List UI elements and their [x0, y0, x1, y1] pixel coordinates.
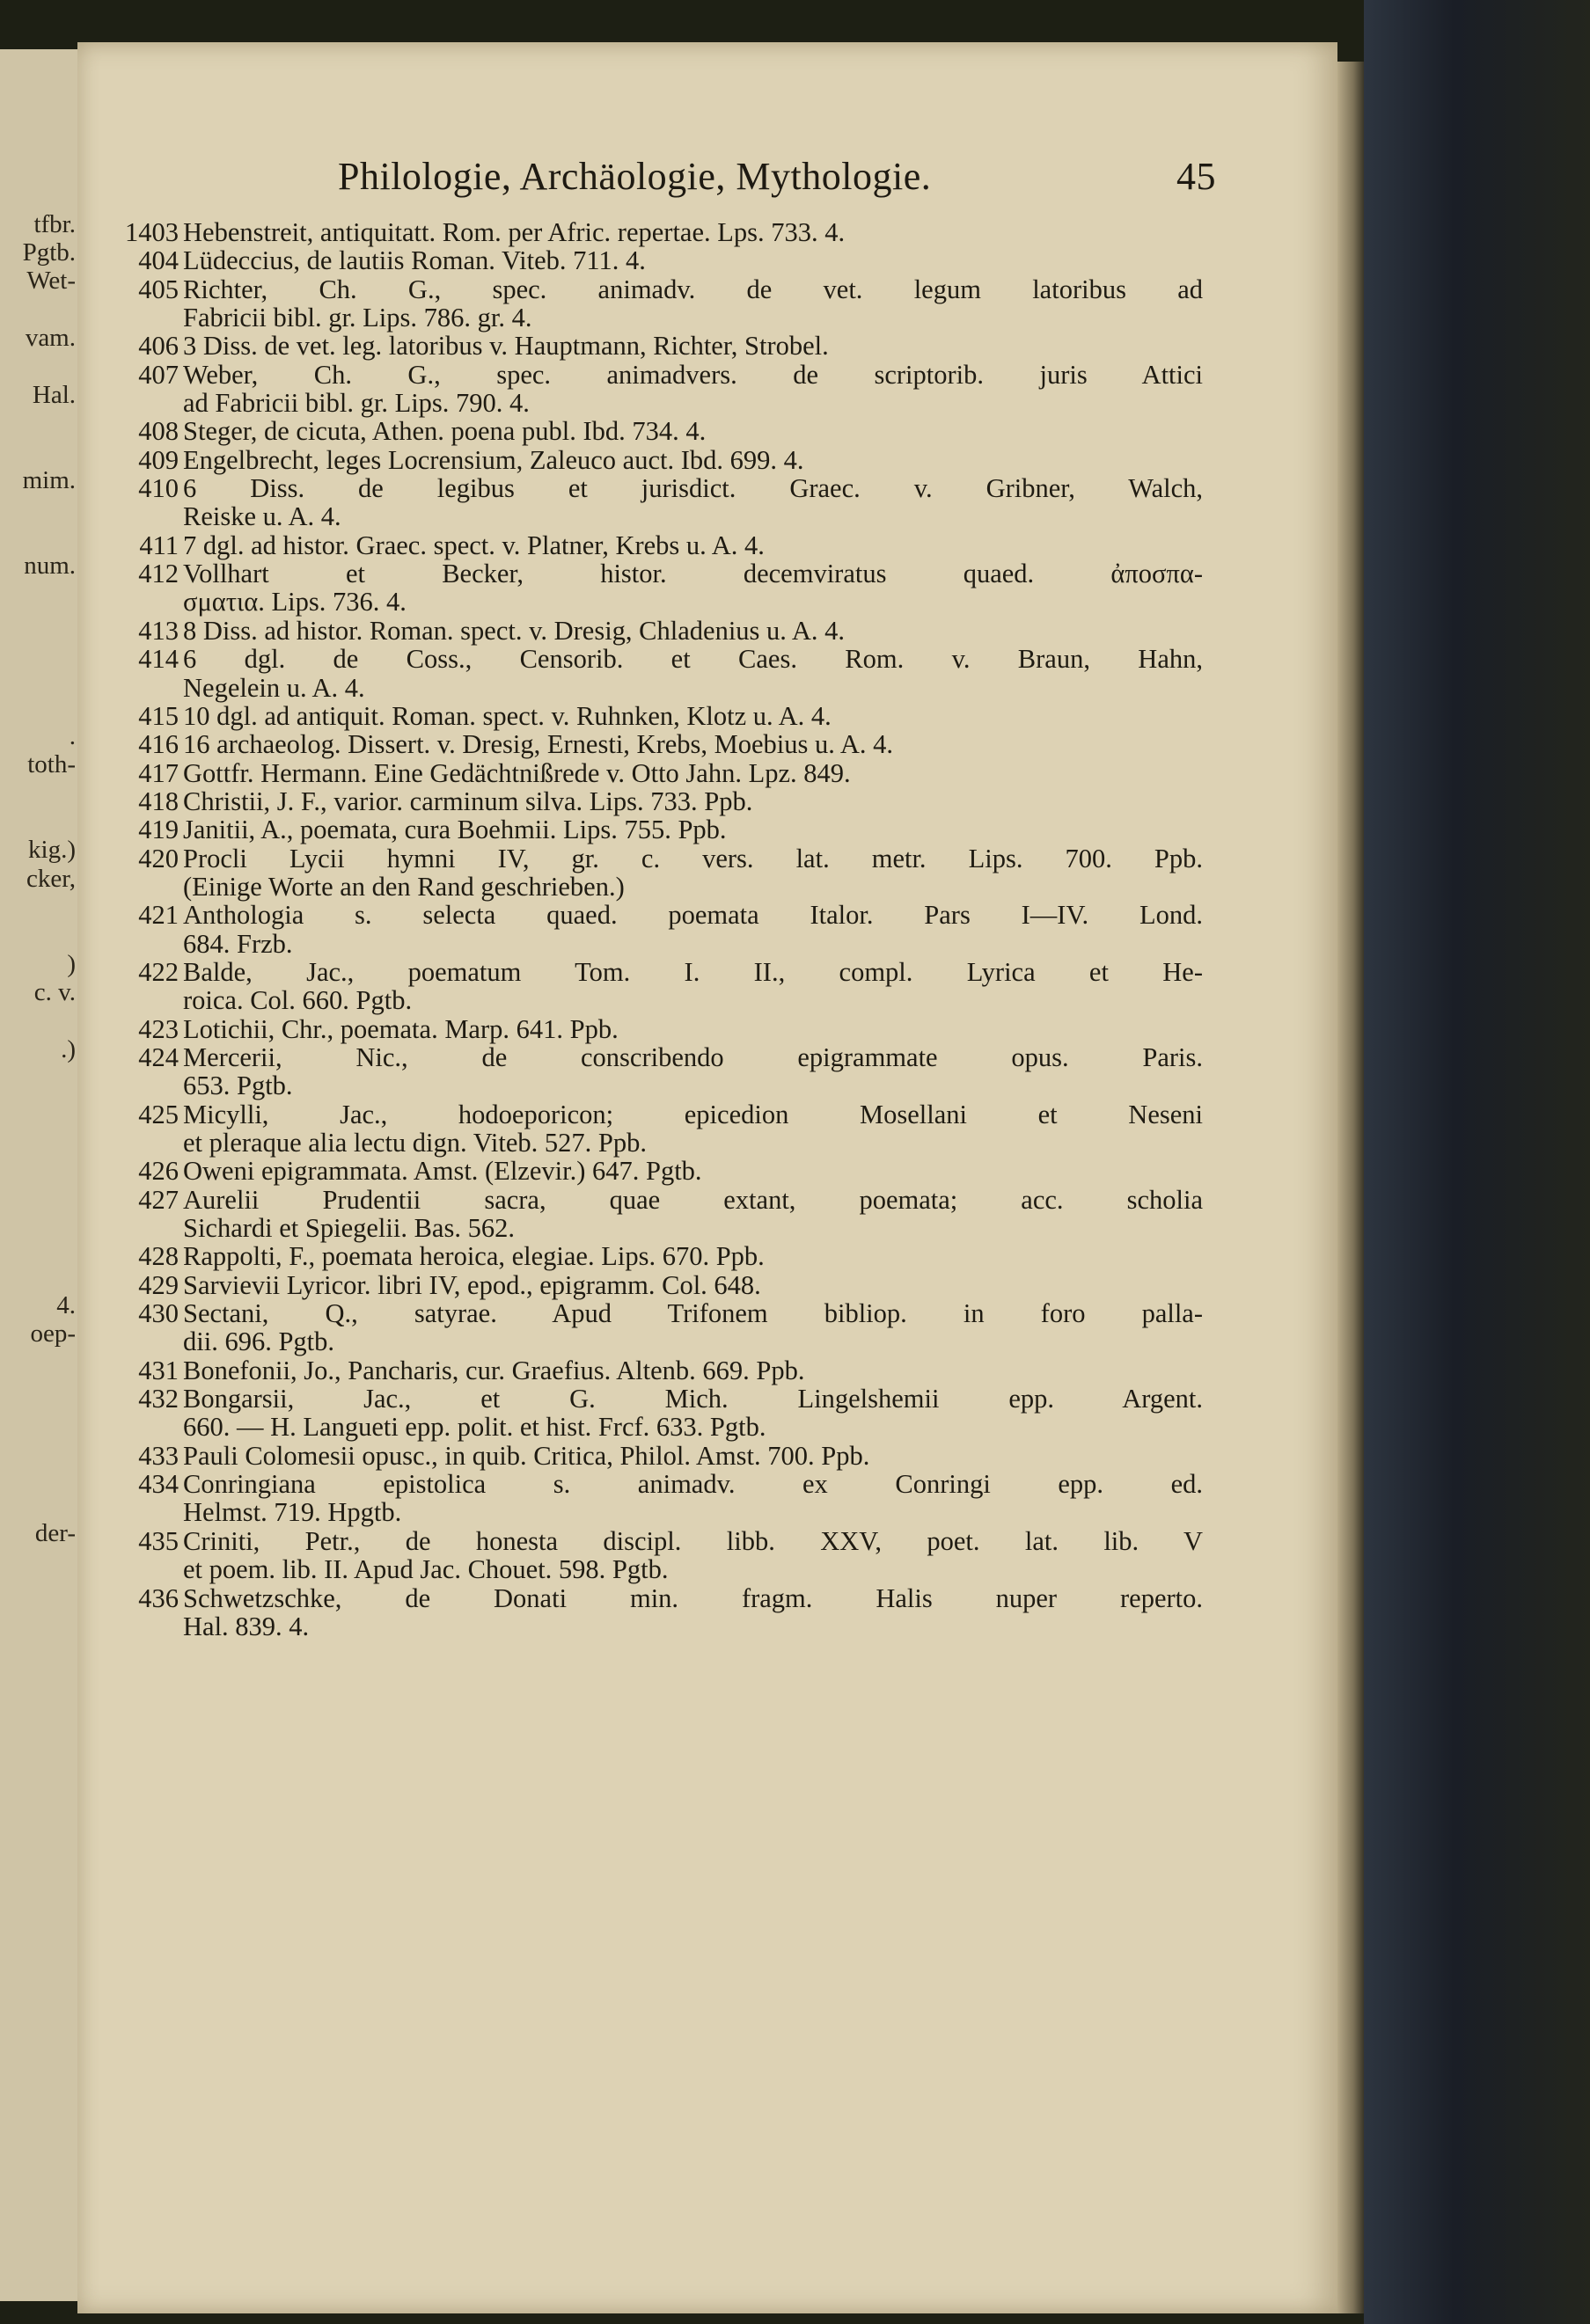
catalog-entry [110, 332, 1203, 360]
entry-text-line: Steger, de cicuta, Athen. poena publ. Ibd. 734. 4. [183, 416, 707, 447]
entry-text-line: 7 dgl. ad histor. Graec. spect. v. Platner, Krebs u. A. 4. [183, 530, 765, 560]
catalog-entry [110, 1299, 1203, 1356]
entry-text-line: Hal. 839. 4. [183, 1611, 310, 1641]
entry-text-line: Bonefonii, Jo., Pancharis, cur. Graefius. Altenb. 669. Ppb. [183, 1355, 805, 1385]
entry-number: 416 [138, 729, 179, 760]
entry-text-line: Sectani, Q., satyrae. Apud Trifonem bibliop. in foro palla- [183, 1298, 1203, 1329]
entry-text-line: Sichardi et Spiegelii. Bas. 562. [183, 1213, 515, 1244]
entry-text-line: Pauli Colomesii opusc., in quib. Critica, Philol. Amst. 700. Ppb. [183, 1440, 870, 1471]
entry-number: 406 [138, 331, 179, 362]
entry-text-line: roica. Col. 660. Pgtb. [183, 985, 413, 1016]
entry-number: 417 [138, 757, 179, 788]
catalog-entry [110, 1356, 1203, 1385]
entry-number: 411 [139, 530, 179, 560]
entry-text-line: 10 dgl. ad antiquit. Roman. spect. v. Ruhnken, Klotz u. A. 4. [183, 700, 832, 731]
entry-number: 421 [138, 900, 179, 931]
catalog-entry [110, 1100, 1203, 1158]
catalog-entry [110, 1385, 1203, 1442]
entry-text-line: dii. 696. Pgtb. [183, 1326, 335, 1357]
entry-number: 412 [138, 559, 179, 589]
entry-text-line: 3 Diss. de vet. leg. latoribus v. Hauptmann, Richter, Strobel. [183, 331, 829, 362]
margin-fragment: toth- [27, 750, 76, 779]
entry-number: 420 [138, 843, 179, 873]
catalog-entry [110, 958, 1203, 1015]
entry-text-line: Aurelii Prudentii sacra, quae extant, poemata; acc. scholia [183, 1184, 1203, 1215]
entry-text-line: Helmst. 719. Hpgtb. [183, 1497, 402, 1528]
entry-text-line: Reiske u. A. 4. [183, 501, 341, 532]
catalog-entry [110, 1015, 1203, 1043]
catalog-entry [110, 474, 1203, 531]
entry-text-line: 6 dgl. de Coss., Censorib. et Caes. Rom. v. Braun, Hahn, [183, 644, 1203, 675]
page-number: 45 [1176, 155, 1216, 198]
entry-number: 429 [138, 1269, 179, 1300]
entry-text-line: Balde, Jac., poematum Tom. I. II., compl. Lyrica et He- [183, 956, 1203, 987]
entry-text-line: Criniti, Petr., de honesta discipl. libb. XXV, poet. lat. lib. V [183, 1525, 1203, 1556]
entry-number: 407 [138, 359, 179, 390]
margin-fragment: c. v. [33, 977, 76, 1006]
margin-fragment: oep- [30, 1319, 76, 1348]
entry-text-line: Lüdeccius, de lautiis Roman. Viteb. 711. 4. [183, 245, 646, 276]
catalog-entry [110, 1584, 1203, 1641]
entry-text-line: Christii, J. F., varior. carminum silva. Lips. 733. Ppb. [183, 786, 753, 816]
facing-page [0, 49, 77, 2301]
catalog-entry [110, 1242, 1203, 1270]
margin-fragment: cker, [26, 864, 76, 893]
entry-text-line: 660. — H. Langueti epp. polit. et hist. Frcf. 633. Pgtb. [183, 1412, 766, 1443]
entry-text-line: Oweni epigrammata. Amst. (Elzevir.) 647. Pgtb. [183, 1156, 702, 1187]
entry-text-line: 684. Frzb. [183, 928, 293, 959]
margin-fragment: mim. [22, 465, 76, 494]
entry-number: 415 [138, 700, 179, 731]
catalog-entry [110, 759, 1203, 787]
catalog-entry [110, 1157, 1203, 1185]
entry-number: 419 [138, 815, 179, 845]
entry-number: 418 [138, 786, 179, 816]
margin-fragment: tfbr. [33, 209, 76, 238]
entry-text-line: Rappolti, F., poemata heroica, elegiae. Lips. 670. Ppb. [183, 1241, 765, 1272]
entry-text-line: Fabricii bibl. gr. Lips. 786. gr. 4. [183, 303, 532, 333]
entry-text-line: Hebenstreit, antiquitatt. Rom. per Afric. repertae. Lps. 733. 4. [183, 217, 846, 247]
margin-fragment: ) [67, 949, 76, 978]
entry-number: 409 [138, 444, 179, 475]
entry-text-line: Engelbrecht, leges Locrensium, Zaleuco auct. Ibd. 699. 4. [183, 444, 804, 475]
entry-text-line: Schwetzschke, de Donati min. fragm. Halis nuper reperto. [183, 1582, 1203, 1613]
margin-fragment: 4. [56, 1290, 76, 1319]
entry-number: 427 [138, 1184, 179, 1215]
page-title: Philologie, Archäologie, Mythologie. [338, 155, 932, 198]
entry-text-line: Vollhart et Becker, histor. decemviratus quaed. ἀποσπα- [183, 559, 1203, 589]
entry-number: 413 [138, 615, 179, 646]
catalog-entry [110, 1043, 1203, 1100]
entry-text-line: Richter, Ch. G., spec. animadv. de vet. legum latoribus ad [183, 274, 1203, 304]
catalog-entry [110, 787, 1203, 815]
entry-number: 424 [138, 1041, 179, 1072]
entry-text-line: 6 Diss. de legibus et jurisdict. Graec. v. Gribner, Walch, [183, 473, 1203, 504]
entry-text-line: Negelein u. A. 4. [183, 672, 365, 703]
entry-text-line: Micylli, Jac., hodoeporicon; epicedion Mosellani et Neseni [183, 1099, 1203, 1129]
margin-fragment: num. [24, 551, 76, 580]
entry-number: 410 [138, 473, 179, 504]
margin-fragment: Pgtb. [22, 238, 76, 267]
margin-fragment: vam. [25, 323, 76, 352]
entry-text-line: Conringiana epistolica s. animadv. ex Conringi epp. ed. [183, 1469, 1203, 1500]
entry-number: 404 [138, 245, 179, 276]
margin-fragment: Wet- [26, 267, 76, 296]
entry-text-line: Lotichii, Chr., poemata. Marp. 641. Ppb. [183, 1013, 619, 1044]
margin-fragment: der- [34, 1518, 76, 1547]
entry-text-line: et pleraque alia lectu dign. Viteb. 527. Ppb. [183, 1128, 647, 1158]
catalog-entry [110, 361, 1203, 418]
entry-text-line: ad Fabricii bibl. gr. Lips. 790. 4. [183, 388, 530, 419]
entry-number: 436 [138, 1582, 179, 1613]
entry-number: 428 [138, 1241, 179, 1272]
catalog-entry [110, 275, 1203, 333]
entry-text-line: 653. Pgtb. [183, 1071, 293, 1101]
entry-text-line: Weber, Ch. G., spec. animadvers. de scriptorib. juris Attici [183, 359, 1203, 390]
catalog-entry [110, 218, 1203, 246]
catalog-entry [110, 417, 1203, 445]
catalog-entry [110, 730, 1203, 758]
entry-number: 422 [138, 956, 179, 987]
entry-number: 426 [138, 1156, 179, 1187]
entry-number: 434 [138, 1469, 179, 1500]
entry-text-line: Sarvievii Lyricor. libri IV, epod., epigramm. Col. 648. [183, 1269, 761, 1300]
catalog-entry [110, 1271, 1203, 1299]
entry-number: 1403 [125, 217, 179, 247]
entry-number: 405 [138, 274, 179, 304]
catalog-entry [110, 617, 1203, 645]
margin-fragment: kig.) [28, 836, 76, 865]
catalog-entry [110, 901, 1203, 958]
entry-text-line: Bongarsii, Jac., et G. Mich. Lingelshemii epp. Argent. [183, 1384, 1203, 1414]
entry-number: 432 [138, 1384, 179, 1414]
entry-text-line: et poem. lib. II. Apud Jac. Chouet. 598. Pgtb. [183, 1554, 669, 1585]
entry-text-line: σματια. Lips. 736. 4. [183, 587, 407, 618]
catalog-entry [110, 1527, 1203, 1584]
catalog-entry [110, 446, 1203, 474]
entry-number: 414 [138, 644, 179, 675]
entry-text-line: Gottfr. Hermann. Eine Gedächtnißrede v. Otto Jahn. Lpz. 849. [183, 757, 851, 788]
margin-fragment: Hal. [32, 380, 76, 409]
entry-text-line: Anthologia s. selecta quaed. poemata Italor. Pars I—IV. Lond. [183, 900, 1203, 931]
catalog-entry [110, 1470, 1203, 1527]
catalog-entry [110, 1186, 1203, 1243]
catalog-entry [110, 645, 1203, 702]
background-edge [1364, 0, 1590, 2324]
entry-text-line: 16 archaeolog. Dissert. v. Dresig, Ernesti, Krebs, Moebius u. A. 4. [183, 729, 893, 760]
catalog-entry [110, 815, 1203, 844]
entry-number: 430 [138, 1298, 179, 1329]
catalog-entry [110, 531, 1203, 559]
catalog-entry [110, 559, 1203, 617]
catalog-entry [110, 1442, 1203, 1470]
entry-text-line: (Einige Worte an den Rand geschrieben.) [183, 871, 625, 902]
entry-number: 423 [138, 1013, 179, 1044]
entry-number: 433 [138, 1440, 179, 1471]
catalog-entry [110, 702, 1203, 730]
entry-number: 435 [138, 1525, 179, 1556]
running-header [338, 154, 1216, 207]
entry-text-line: Mercerii, Nic., de conscribendo epigrammate opus. Paris. [183, 1041, 1203, 1072]
catalog-entry-list [110, 218, 1203, 1641]
catalog-entry [110, 844, 1203, 902]
entry-text-line: Janitii, A., poemata, cura Boehmii. Lips. 755. Ppb. [183, 815, 727, 845]
entry-number: 431 [138, 1355, 179, 1385]
entry-text-line: 8 Diss. ad histor. Roman. spect. v. Dresig, Chladenius u. A. 4. [183, 615, 846, 646]
book-spine [1337, 62, 1364, 2313]
entry-number: 408 [138, 416, 179, 447]
margin-fragment: . [69, 721, 76, 750]
catalog-entry [110, 246, 1203, 274]
entry-number: 425 [138, 1099, 179, 1129]
entry-text-line: Procli Lycii hymni IV, gr. c. vers. lat. metr. Lips. 700. Ppb. [183, 843, 1203, 873]
margin-fragment: .) [61, 1034, 76, 1063]
